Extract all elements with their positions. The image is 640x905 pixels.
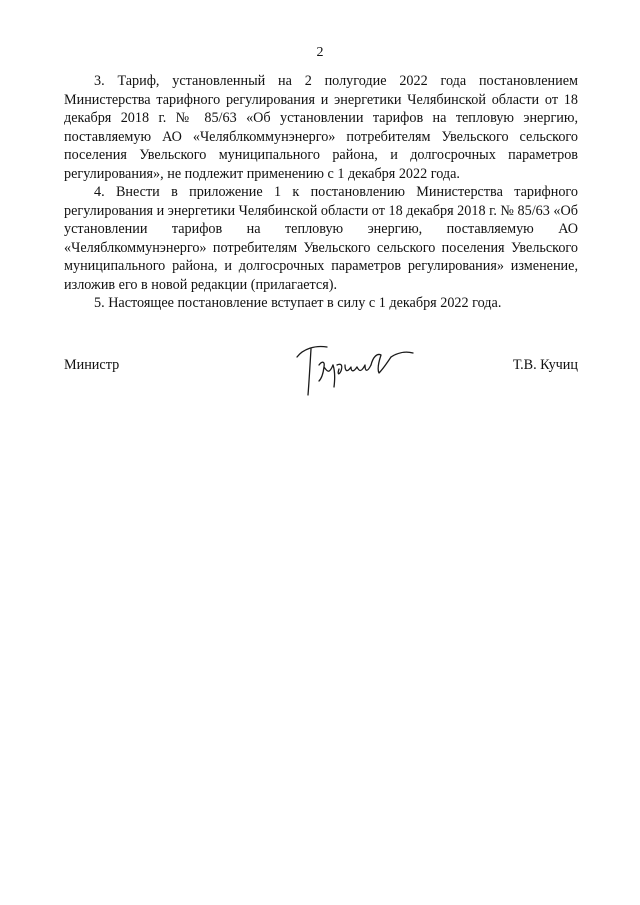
signature-block (64, 335, 578, 415)
document-body (64, 72, 578, 313)
signer-position: Министр (64, 357, 120, 373)
signer-name: Т.В. Кучиц (512, 357, 578, 373)
paragraph-4: 4. Внести в приложение 1 к постановлению Министерства тарифного регулирования и энергетики Челябинской области от 18 декабря 2018 г. № 85/63 «Об установлении тарифов на тепловую энергию, поставляемую АО «Челяблкоммунэнерго» потребителям Увельского сельского поселения Увельского муниципального района, и долгосрочных параметров регулирования» изменение, изложив его в новой редакции (прилагается). (64, 184, 578, 293)
page-number: 2 (316, 45, 324, 60)
handwritten-signature (289, 335, 429, 405)
paragraph-5: 5. Настоящее постановление вступает в силу с 1 декабря 2022 года. (94, 295, 502, 311)
paragraph-3: 3. Тариф, установленный на 2 полугодие 2022 года постановлением Министерства тарифного регулирования и энергетики Челябинской области от 18 декабря 2018 г. № 85/63 «Об установлении тарифов на тепловую энергию, поставляемую АО «Челяблкоммунэнерго» потребителям Увельского сельского поселения Увельского муниципального района, и долгосрочных параметров регулирования», не подлежит применению с 1 декабря 2022 года. (64, 73, 578, 182)
